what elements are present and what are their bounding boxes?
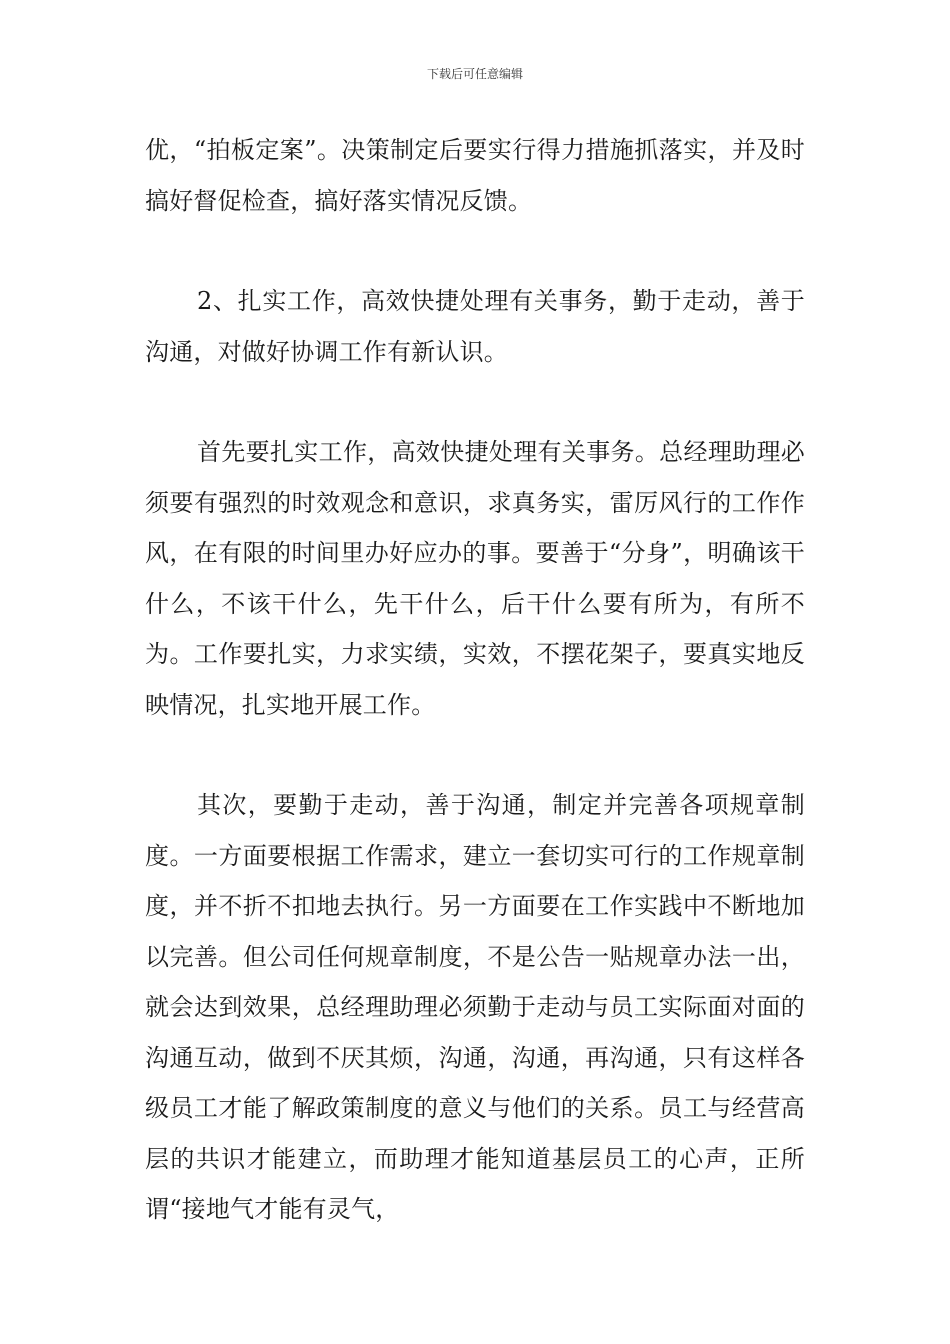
paragraph-2: 2、扎实工作，高效快捷处理有关事务，勤于走动，善于沟通，对做好协调工作有新认识。 [145, 287, 805, 366]
paragraph-4: 其次，要勤于走动，善于沟通，制定并完善各项规章制度。一方面要根据工作需求，建立一套切实可行的工作规章制度，并不折不扣地去执行。另一方面要在工作实践中不断地加以完善。但公司任何规章制度，不是公告一贴规章办法一出，就会达到效果，总经理助理必须勤于走动与员工实际面对面的沟通互动，做到不厌其烦，沟通，沟通，再沟通，只有这样各级员工才能了解政策制度的意义与他们的关系。员工与经营高层的共识才能建立，而助理才能知道基层员工的心声，正所谓“接地气才能有灵气， [145, 791, 805, 1223]
paragraph-gap [145, 377, 805, 427]
paragraph-3: 首先要扎实工作，高效快捷处理有关事务。总经理助理必须要有强烈的时效观念和意识，求真务实，雷厉风行的工作作风，在有限的时间里办好应办的事。要善于“分身”，明确该干什么，不该干什么，先干什么，后干什么要有所为，有所不为。工作要扎实，力求实绩，实效，不摆花架子，要真实地反映情况，扎实地开展工作。 [145, 438, 805, 719]
paragraph-gap [145, 730, 805, 780]
paragraph-1: 优，“拍板定案”。决策制定后要实行得力措施抓落实，并及时搞好督促检查，搞好落实情况反馈。 [145, 136, 805, 215]
paragraph-gap [145, 226, 805, 276]
page-header: 下载后可任意编辑 [426, 67, 523, 81]
document-body [145, 125, 805, 1235]
